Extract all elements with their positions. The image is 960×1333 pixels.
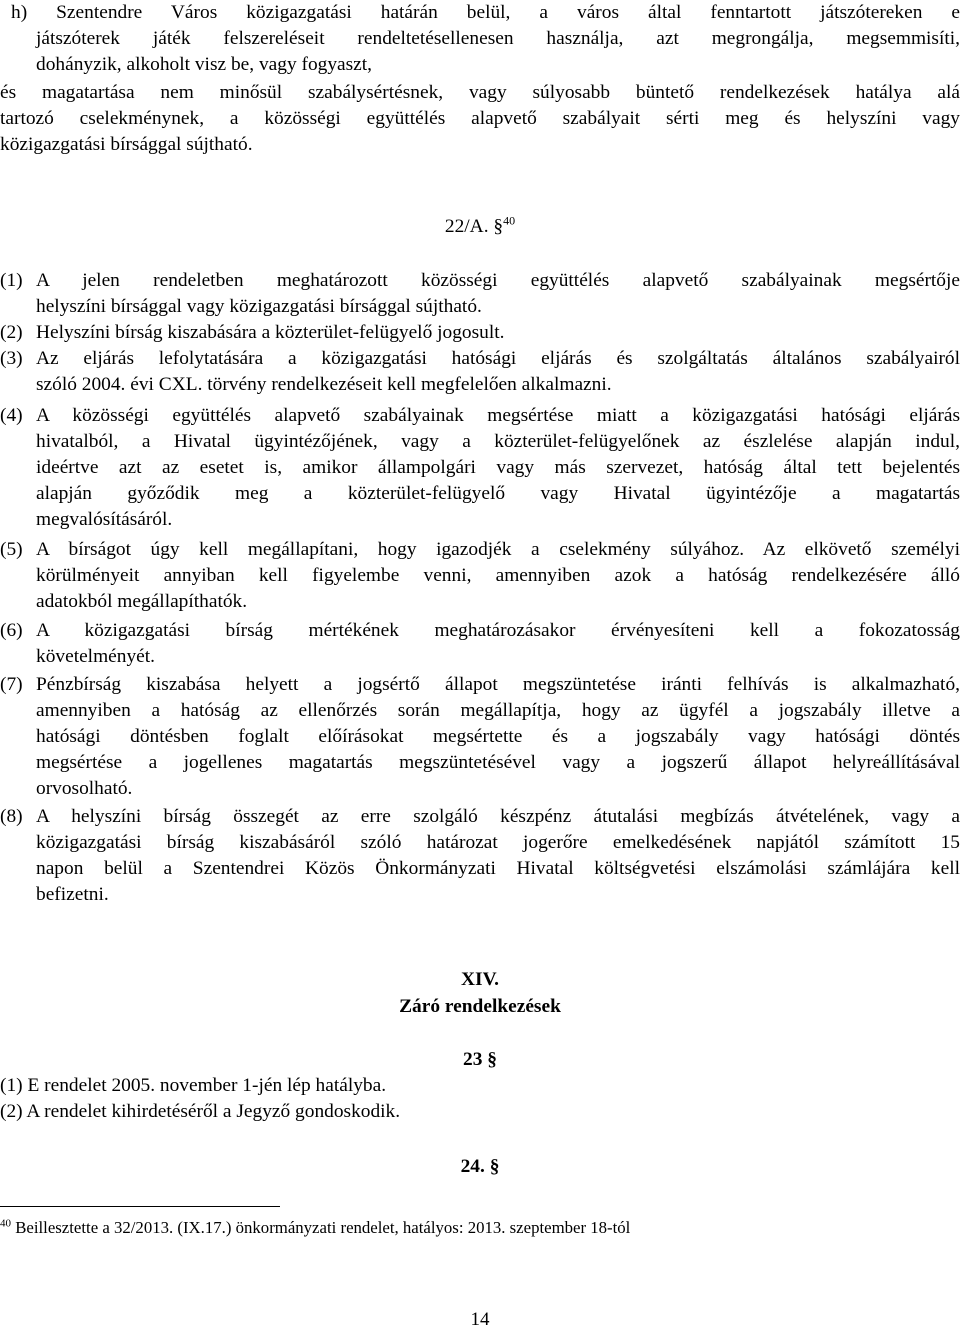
text-line: hivatalból, a Hivatal ügyintézőjének, vagy a közterület-felügyelőnek az észlelése alapján indul, <box>36 431 960 452</box>
text-line: közigazgatási bírság kiszabásáról szóló határozat jogerőre emelkedésének napjától számított 15 <box>36 832 960 853</box>
paragraph-number: (8) <box>0 806 23 827</box>
text-line: helyszíni bírsággal vagy közigazgatási bírsággal sújtható. <box>36 296 482 317</box>
text-line: amennyiben a hatóság az ellenőrzés során megállapítja, hogy az ügyfél a jogszabály illetve a <box>36 700 960 721</box>
chapter-number <box>0 967 960 993</box>
paragraph-1 <box>0 268 960 320</box>
text-line: (2) A rendelet kihirdetéséről a Jegyző gondoskodik. <box>0 1101 401 1122</box>
paragraph-number: (6) <box>0 620 23 641</box>
text-line: megsértése a jogellenes magatartás megszüntetésével vagy a jogszerű állapot helyreállításával <box>36 752 960 773</box>
text-line: alapján győződik meg a közterület-felügyelő vagy Hivatal ügyintézője a magatartás <box>36 483 960 504</box>
text-line: A közigazgatási bírság mértékének meghatározásakor érvényesíteni kell a fokozatosság <box>36 620 960 641</box>
paragraph-5 <box>0 537 960 615</box>
text-line: adatokból megállapíthatók. <box>36 591 248 612</box>
footnote-number: 40 <box>0 1217 11 1230</box>
paragraph-number: (1) <box>0 270 23 291</box>
section-heading-22a <box>0 214 960 240</box>
text-line: és magatartása nem minősül szabálysértésnek, vagy súlyosabb büntető rendelkezések hatálya alá <box>0 82 960 103</box>
page-number <box>0 1307 960 1333</box>
text-line: ideértve azt az esetet is, amikor állampolgári vagy más szervezet, hatóság által tett bejelentés <box>36 457 960 478</box>
footnote-text: Beillesztette a 32/2013. (IX.17.) önkormányzati rendelet, hatályos: 2013. szeptember 18-tól <box>15 1218 631 1237</box>
section-23-paragraph-2 <box>0 1099 924 1125</box>
text-line: Az eljárás lefolytatására a közigazgatási hatósági eljárás és szolgáltatás általános szabályairól <box>36 348 960 369</box>
text-line: körülményeit annyiban kell figyelembe venni, amennyiben azok a hatóság rendelkezésére álló <box>36 565 960 586</box>
paragraph-3 <box>0 346 960 398</box>
text-line: követelményét. <box>36 646 155 667</box>
text-line: napon belül a Szentendrei Közös Önkormányzati Hivatal költségvetési elszámolási számlájára kell <box>36 858 960 879</box>
footnote-separator <box>0 1206 280 1207</box>
page-number-text: 14 <box>470 1309 490 1330</box>
text-line: orvosolható. <box>36 778 133 799</box>
text-line: szóló 2004. évi CXL. törvény rendelkezéseit kell megfelelően alkalmazni. <box>36 374 612 395</box>
paragraph-7 <box>0 672 960 802</box>
section-heading-24 <box>0 1154 960 1180</box>
chapter-number-text: XIV. <box>461 969 499 990</box>
paragraph-number: (5) <box>0 539 23 560</box>
chapter-title <box>0 994 960 1020</box>
paragraph-6 <box>0 618 960 670</box>
paragraph-4 <box>0 403 960 533</box>
text-line: h) Szentendre Város közigazgatási határán belül, a város által fenntartott játszótereken e <box>11 2 960 23</box>
text-line: befizetni. <box>36 884 109 905</box>
footnote <box>0 1217 630 1239</box>
paragraph-number: (7) <box>0 674 23 695</box>
text-line: hatósági döntésben foglalt előírásokat megsértette és a jogszabály vagy hatósági döntés <box>36 726 960 747</box>
text-line: A közösségi együttélés alapvető szabályainak megsértése miatt a közigazgatási hatósági eljárás <box>36 405 960 426</box>
section-heading-text: 22/A. § <box>444 216 504 237</box>
paragraph-2 <box>0 320 960 346</box>
paragraph-h-continuation <box>0 80 960 158</box>
chapter-title-text: Záró rendelkezések <box>399 996 561 1017</box>
text-line: (1) E rendelet 2005. november 1-jén lép hatályba. <box>0 1075 387 1096</box>
paragraph-8 <box>0 804 960 908</box>
paragraph-number: (3) <box>0 348 23 369</box>
text-line: tartozó cselekménynek, a közösségi együttélés alapvető szabályait sérti meg és helyszíni vagy <box>0 108 960 129</box>
footnote-ref: 40 <box>503 213 516 228</box>
text-line: Pénzbírság kiszabása helyett a jogsértő állapot megszüntetése iránti felhívás is alkalmazható, <box>36 674 960 695</box>
text-line: Helyszíni bírság kiszabására a közterület-felügyelő jogosult. <box>36 322 505 343</box>
paragraph-number: (4) <box>0 405 23 426</box>
text-line: A bírságot úgy kell megállapítani, hogy igazodjék a cselekmény súlyához. Az elkövető személyi <box>36 539 960 560</box>
text-line: A jelen rendeletben meghatározott közösségi együttélés alapvető szabályainak megsértője <box>36 270 960 291</box>
text-line: A helyszíni bírság összegét az erre szolgáló készpénz átutalási megbízás átvételének, vagy a <box>36 806 960 827</box>
text-line: játszóterek játék felszereléseit rendeltetésellenesen használja, azt megrongálja, megsemmisíti, <box>36 28 960 49</box>
paragraph-h <box>11 0 960 78</box>
text-line: dohányzik, alkoholt visz be, vagy fogyaszt, <box>36 54 373 75</box>
paragraph-number: (2) <box>0 322 23 343</box>
section-heading-23 <box>0 1047 960 1073</box>
section-heading-text: 23 § <box>463 1049 497 1070</box>
section-23-paragraph-1 <box>0 1073 924 1099</box>
text-line: közigazgatási bírsággal sújtható. <box>0 134 253 155</box>
section-heading-text: 24. § <box>460 1156 500 1177</box>
text-line: megvalósításáról. <box>36 509 173 530</box>
